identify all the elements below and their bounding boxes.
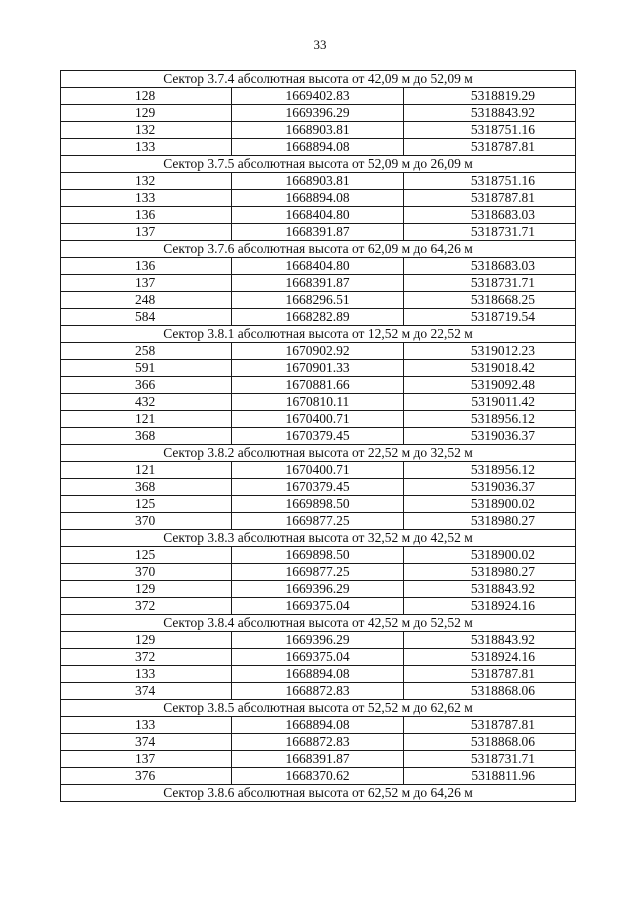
sector-title: Сектор 3.8.6 абсолютная высота от 62,52 м до 64,26 м bbox=[61, 785, 576, 802]
point-number-cell: 121 bbox=[61, 462, 232, 479]
table-row bbox=[61, 768, 576, 785]
table-row bbox=[61, 377, 576, 394]
table-row bbox=[61, 292, 576, 309]
table-row bbox=[61, 394, 576, 411]
table-row bbox=[61, 683, 576, 700]
point-number-cell: 128 bbox=[61, 88, 232, 105]
sector-title: Сектор 3.8.4 абсолютная высота от 42,52 м до 52,52 м bbox=[61, 615, 576, 632]
x-coordinate-cell: 1668404.80 bbox=[232, 207, 404, 224]
y-coordinate-cell: 5318787.81 bbox=[404, 190, 576, 207]
table-row bbox=[61, 122, 576, 139]
point-number-cell: 372 bbox=[61, 649, 232, 666]
y-coordinate-cell: 5319011.42 bbox=[404, 394, 576, 411]
point-number-cell: 374 bbox=[61, 734, 232, 751]
point-number-cell: 137 bbox=[61, 751, 232, 768]
x-coordinate-cell: 1669898.50 bbox=[232, 496, 404, 513]
point-number-cell: 372 bbox=[61, 598, 232, 615]
coordinates-table-body bbox=[61, 71, 576, 802]
table-row bbox=[61, 513, 576, 530]
y-coordinate-cell: 5318787.81 bbox=[404, 666, 576, 683]
point-number-cell: 129 bbox=[61, 581, 232, 598]
table-row bbox=[61, 547, 576, 564]
y-coordinate-cell: 5318819.29 bbox=[404, 88, 576, 105]
y-coordinate-cell: 5318980.27 bbox=[404, 564, 576, 581]
sector-header-row bbox=[61, 785, 576, 802]
table-row bbox=[61, 564, 576, 581]
x-coordinate-cell: 1670400.71 bbox=[232, 462, 404, 479]
x-coordinate-cell: 1668872.83 bbox=[232, 734, 404, 751]
table-row bbox=[61, 428, 576, 445]
point-number-cell: 584 bbox=[61, 309, 232, 326]
y-coordinate-cell: 5318787.81 bbox=[404, 717, 576, 734]
point-number-cell: 136 bbox=[61, 207, 232, 224]
table-row bbox=[61, 258, 576, 275]
coordinates-table bbox=[60, 70, 576, 802]
point-number-cell: 129 bbox=[61, 105, 232, 122]
sector-title: Сектор 3.7.6 абсолютная высота от 62,09 м до 64,26 м bbox=[61, 241, 576, 258]
point-number-cell: 137 bbox=[61, 275, 232, 292]
table-row bbox=[61, 360, 576, 377]
point-number-cell: 376 bbox=[61, 768, 232, 785]
table-row bbox=[61, 734, 576, 751]
sector-title: Сектор 3.7.4 абсолютная высота от 42,09 м до 52,09 м bbox=[61, 71, 576, 88]
table-row bbox=[61, 105, 576, 122]
sector-header-row bbox=[61, 615, 576, 632]
sector-title: Сектор 3.8.1 абсолютная высота от 12,52 м до 22,52 м bbox=[61, 326, 576, 343]
y-coordinate-cell: 5318683.03 bbox=[404, 207, 576, 224]
x-coordinate-cell: 1670902.92 bbox=[232, 343, 404, 360]
sector-title: Сектор 3.8.2 абсолютная высота от 22,52 м до 32,52 м bbox=[61, 445, 576, 462]
x-coordinate-cell: 1669375.04 bbox=[232, 598, 404, 615]
y-coordinate-cell: 5318751.16 bbox=[404, 122, 576, 139]
x-coordinate-cell: 1668370.62 bbox=[232, 768, 404, 785]
x-coordinate-cell: 1670881.66 bbox=[232, 377, 404, 394]
y-coordinate-cell: 5318751.16 bbox=[404, 173, 576, 190]
y-coordinate-cell: 5318731.71 bbox=[404, 275, 576, 292]
y-coordinate-cell: 5318683.03 bbox=[404, 258, 576, 275]
x-coordinate-cell: 1668894.08 bbox=[232, 666, 404, 683]
x-coordinate-cell: 1668894.08 bbox=[232, 717, 404, 734]
sector-title: Сектор 3.8.3 абсолютная высота от 32,52 м до 42,52 м bbox=[61, 530, 576, 547]
y-coordinate-cell: 5318731.71 bbox=[404, 751, 576, 768]
sector-title: Сектор 3.8.5 абсолютная высота от 52,52 м до 62,62 м bbox=[61, 700, 576, 717]
table-row bbox=[61, 496, 576, 513]
y-coordinate-cell: 5318787.81 bbox=[404, 139, 576, 156]
point-number-cell: 133 bbox=[61, 139, 232, 156]
y-coordinate-cell: 5319018.42 bbox=[404, 360, 576, 377]
x-coordinate-cell: 1669396.29 bbox=[232, 581, 404, 598]
table-row bbox=[61, 751, 576, 768]
point-number-cell: 132 bbox=[61, 122, 232, 139]
y-coordinate-cell: 5318924.16 bbox=[404, 649, 576, 666]
y-coordinate-cell: 5318980.27 bbox=[404, 513, 576, 530]
y-coordinate-cell: 5318900.02 bbox=[404, 496, 576, 513]
point-number-cell: 137 bbox=[61, 224, 232, 241]
point-number-cell: 370 bbox=[61, 564, 232, 581]
point-number-cell: 374 bbox=[61, 683, 232, 700]
sector-title: Сектор 3.7.5 абсолютная высота от 52,09 м до 26,09 м bbox=[61, 156, 576, 173]
y-coordinate-cell: 5318843.92 bbox=[404, 581, 576, 598]
point-number-cell: 133 bbox=[61, 190, 232, 207]
table-row bbox=[61, 666, 576, 683]
point-number-cell: 125 bbox=[61, 547, 232, 564]
y-coordinate-cell: 5318843.92 bbox=[404, 632, 576, 649]
x-coordinate-cell: 1670400.71 bbox=[232, 411, 404, 428]
x-coordinate-cell: 1668872.83 bbox=[232, 683, 404, 700]
y-coordinate-cell: 5318956.12 bbox=[404, 411, 576, 428]
table-row bbox=[61, 581, 576, 598]
x-coordinate-cell: 1670810.11 bbox=[232, 394, 404, 411]
y-coordinate-cell: 5319012.23 bbox=[404, 343, 576, 360]
table-row bbox=[61, 190, 576, 207]
sector-header-row bbox=[61, 71, 576, 88]
point-number-cell: 432 bbox=[61, 394, 232, 411]
sector-header-row bbox=[61, 530, 576, 547]
x-coordinate-cell: 1669375.04 bbox=[232, 649, 404, 666]
x-coordinate-cell: 1668894.08 bbox=[232, 139, 404, 156]
sector-header-row bbox=[61, 156, 576, 173]
y-coordinate-cell: 5318811.96 bbox=[404, 768, 576, 785]
x-coordinate-cell: 1669877.25 bbox=[232, 513, 404, 530]
point-number-cell: 366 bbox=[61, 377, 232, 394]
table-row bbox=[61, 598, 576, 615]
x-coordinate-cell: 1668894.08 bbox=[232, 190, 404, 207]
x-coordinate-cell: 1668391.87 bbox=[232, 275, 404, 292]
table-row bbox=[61, 275, 576, 292]
x-coordinate-cell: 1668903.81 bbox=[232, 173, 404, 190]
point-number-cell: 370 bbox=[61, 513, 232, 530]
table-row bbox=[61, 479, 576, 496]
x-coordinate-cell: 1670379.45 bbox=[232, 428, 404, 445]
x-coordinate-cell: 1670901.33 bbox=[232, 360, 404, 377]
sector-header-row bbox=[61, 700, 576, 717]
y-coordinate-cell: 5319036.37 bbox=[404, 479, 576, 496]
table-row bbox=[61, 649, 576, 666]
y-coordinate-cell: 5318900.02 bbox=[404, 547, 576, 564]
x-coordinate-cell: 1669402.83 bbox=[232, 88, 404, 105]
table-row bbox=[61, 462, 576, 479]
table-row bbox=[61, 632, 576, 649]
x-coordinate-cell: 1669877.25 bbox=[232, 564, 404, 581]
x-coordinate-cell: 1668296.51 bbox=[232, 292, 404, 309]
x-coordinate-cell: 1669898.50 bbox=[232, 547, 404, 564]
table-row bbox=[61, 88, 576, 105]
y-coordinate-cell: 5318924.16 bbox=[404, 598, 576, 615]
point-number-cell: 133 bbox=[61, 666, 232, 683]
x-coordinate-cell: 1669396.29 bbox=[232, 105, 404, 122]
y-coordinate-cell: 5318668.25 bbox=[404, 292, 576, 309]
sector-header-row bbox=[61, 326, 576, 343]
table-row bbox=[61, 411, 576, 428]
point-number-cell: 133 bbox=[61, 717, 232, 734]
point-number-cell: 125 bbox=[61, 496, 232, 513]
table-row bbox=[61, 207, 576, 224]
y-coordinate-cell: 5318868.06 bbox=[404, 734, 576, 751]
table-row bbox=[61, 717, 576, 734]
y-coordinate-cell: 5318731.71 bbox=[404, 224, 576, 241]
y-coordinate-cell: 5318956.12 bbox=[404, 462, 576, 479]
point-number-cell: 368 bbox=[61, 479, 232, 496]
page-number: 33 bbox=[313, 37, 327, 52]
y-coordinate-cell: 5318843.92 bbox=[404, 105, 576, 122]
table-row bbox=[61, 173, 576, 190]
point-number-cell: 368 bbox=[61, 428, 232, 445]
point-number-cell: 132 bbox=[61, 173, 232, 190]
table-row bbox=[61, 309, 576, 326]
y-coordinate-cell: 5319036.37 bbox=[404, 428, 576, 445]
x-coordinate-cell: 1668404.80 bbox=[232, 258, 404, 275]
y-coordinate-cell: 5319092.48 bbox=[404, 377, 576, 394]
y-coordinate-cell: 5318719.54 bbox=[404, 309, 576, 326]
point-number-cell: 121 bbox=[61, 411, 232, 428]
x-coordinate-cell: 1668391.87 bbox=[232, 751, 404, 768]
point-number-cell: 591 bbox=[61, 360, 232, 377]
x-coordinate-cell: 1668391.87 bbox=[232, 224, 404, 241]
table-row bbox=[61, 139, 576, 156]
point-number-cell: 136 bbox=[61, 258, 232, 275]
table-row bbox=[61, 224, 576, 241]
x-coordinate-cell: 1668903.81 bbox=[232, 122, 404, 139]
sector-header-row bbox=[61, 445, 576, 462]
sector-header-row bbox=[61, 241, 576, 258]
table-row bbox=[61, 343, 576, 360]
x-coordinate-cell: 1668282.89 bbox=[232, 309, 404, 326]
y-coordinate-cell: 5318868.06 bbox=[404, 683, 576, 700]
x-coordinate-cell: 1669396.29 bbox=[232, 632, 404, 649]
x-coordinate-cell: 1670379.45 bbox=[232, 479, 404, 496]
point-number-cell: 129 bbox=[61, 632, 232, 649]
point-number-cell: 258 bbox=[61, 343, 232, 360]
point-number-cell: 248 bbox=[61, 292, 232, 309]
